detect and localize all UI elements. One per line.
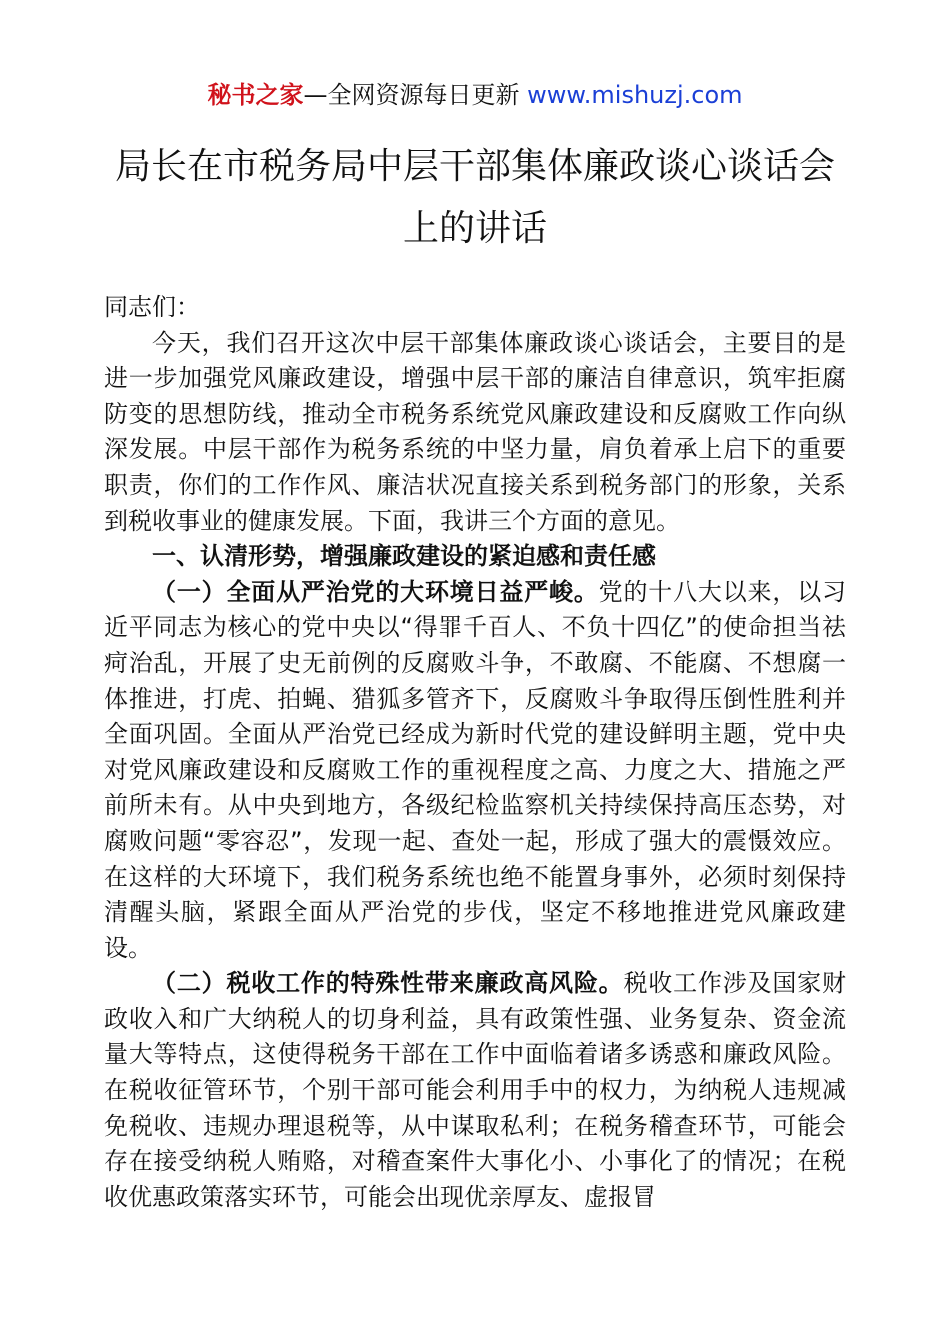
header-slogan: —全网资源每日更新 bbox=[303, 81, 528, 109]
salutation: 同志们： bbox=[104, 293, 200, 321]
subsection-text-1: 党的十八大以来，以习近平同志为核心的党中央以“得罪千百人、不负十四亿”的使命担当祛疴治乱，开展了史无前例的反腐败斗争，不敢腐、不能腐、不想腐一体推进，打虎、拍蝇、猎狐多管齐下，反腐败斗争取得压倒性胜利并全面巩固。全面从严治党已经成为新时代党的建设鲜明主题，党中央对党风廉政建设和反腐败工作的重视程度之高、力度之大、措施之严前所未有。从中央到地方，各级纪检监察机关持续保持高压态势，对腐败问题“零容忍”，发现一起、查处一起，形成了强大的震慑效应。在这样的大环境下，我们税务系统也绝不能置身事外，必须时刻保持清醒头脑，紧跟全面从严治党的步伐，坚定不移地推进党风廉政建设。 bbox=[104, 577, 847, 962]
subsection-heading-1: （一）全面从严治党的大环境日益严峻。 bbox=[152, 577, 599, 606]
section-heading: 一、认清形势，增强廉政建设的紧迫感和责任感 bbox=[152, 542, 656, 571]
subsection-paragraph-1 bbox=[104, 575, 846, 967]
subsection-paragraph-2 bbox=[104, 966, 846, 1215]
intro-paragraph: 今天，我们召开这次中层干部集体廉政谈心谈话会，主要目的是进一步加强党风廉政建设，增强中层干部的廉洁自律意识，筑牢拒腐防变的思想防线，推动全市税务系统党风廉政建设和反腐败工作向纵深发展。中层干部作为税务系统的中坚力量，肩负着承上启下的重要职责，你们的工作作风、廉洁状况直接关系到税务部门的形象，关系到税收事业的健康发展。下面，我讲三个方面的意见。 bbox=[104, 328, 846, 535]
page-title: 局长在市税务局中层干部集体廉政谈心谈话会上的讲话 bbox=[114, 146, 835, 249]
subsection-heading-2: （二）税收工作的特殊性带来廉政高风险。 bbox=[152, 969, 624, 998]
brand-name: 秘书之家 bbox=[207, 81, 304, 109]
subsection-text-2: 税收工作涉及国家财政收入和广大纳税人的切身利益，具有政策性强、业务复杂、资金流量大等特点，这使得税务干部在工作中面临着诸多诱惑和廉政风险。在税收征管环节，个别干部可能会利用手中的权力，为纳税人违规减免税收、违规办理退税等，从中谋取私利；在税务稽查环节，可能会存在接受纳税人贿赂，对稽查案件大事化小、小事化了的情况；在税收优惠政策落实环节，可能会出现优亲厚友、虚报冒 bbox=[104, 969, 847, 1211]
document-body bbox=[104, 290, 846, 1215]
site-header bbox=[0, 78, 950, 112]
site-url[interactable]: www.mishuzj.com bbox=[527, 81, 743, 109]
